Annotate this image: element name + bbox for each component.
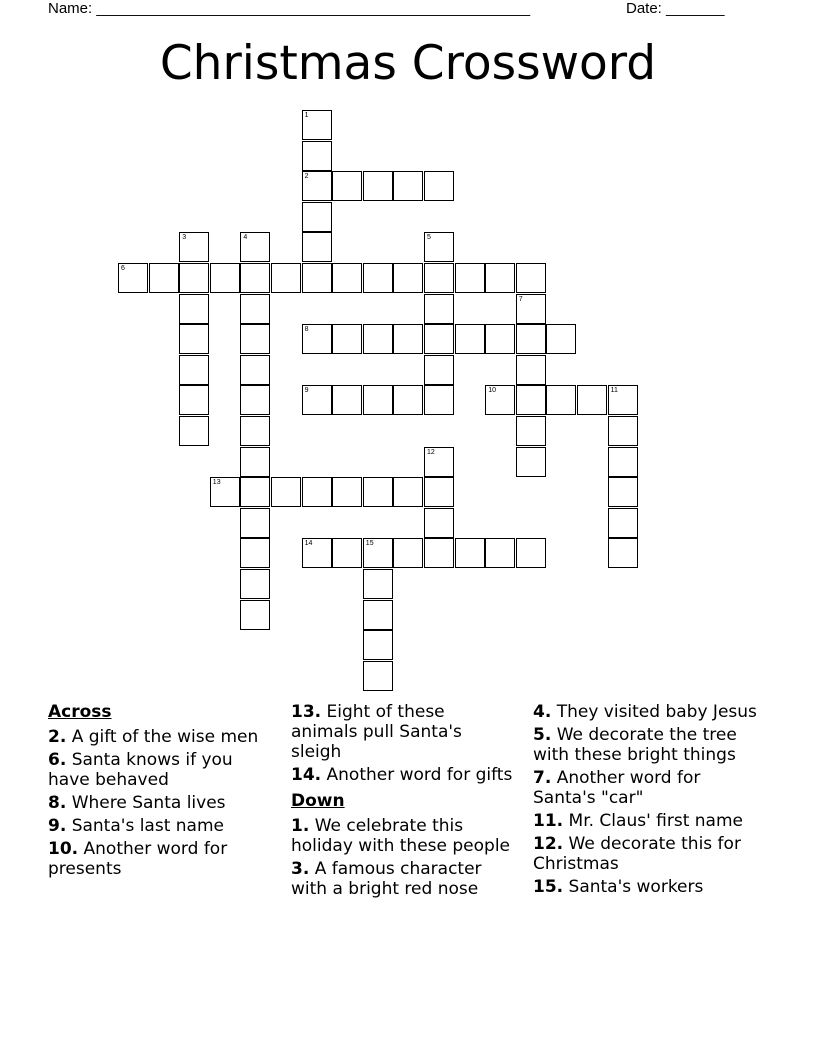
clues-column-3 [533,702,768,900]
clue-number: 11 [610,387,618,395]
grid-cell[interactable] [424,447,454,477]
clue-item [48,750,273,790]
clue-number-label: 6. [48,750,67,770]
page-title: Christmas Crossword [159,36,657,91]
grid-cell[interactable] [302,477,332,507]
clue-number-label: 4. [533,702,552,722]
grid-cell[interactable] [240,569,270,599]
clue-text: Another word for Santa's "car" [533,768,701,808]
grid-cell[interactable] [302,385,332,415]
clue-number: 8 [304,326,309,334]
grid-cell[interactable] [424,294,454,324]
grid-cell[interactable] [240,508,270,538]
name-field-label: Name: ____________________________________________________ [48,0,531,17]
grid-cell[interactable] [516,263,546,293]
grid-cell[interactable] [363,324,393,354]
clue-text: Another word for presents [48,839,228,879]
clue-item [533,702,768,722]
grid-cell[interactable] [516,538,546,568]
clue-item [48,839,273,879]
clue-number: 14 [304,540,313,548]
grid-cell[interactable] [424,232,454,262]
grid-cell[interactable] [302,538,332,568]
grid-cell[interactable] [424,263,454,293]
grid-cell[interactable] [240,416,270,446]
clue-text: Santa's workers [563,877,704,897]
grid-cell[interactable] [546,324,576,354]
grid-cell[interactable] [393,324,423,354]
grid-cell[interactable] [455,324,485,354]
grid-cell[interactable] [332,477,362,507]
grid-cell[interactable] [118,263,148,293]
grid-cell[interactable] [302,141,332,171]
grid-cell[interactable] [393,538,423,568]
grid-cell[interactable] [393,263,423,293]
grid-cell[interactable] [393,171,423,201]
grid-cell[interactable] [424,508,454,538]
clue-item [48,793,273,813]
clue-item [291,702,516,762]
clue-number: 6 [121,265,125,272]
clue-text: Mr. Claus' first name [563,811,743,831]
grid-cell[interactable] [424,171,454,201]
grid-cell[interactable] [577,385,607,415]
grid-cell[interactable] [424,477,454,507]
clue-text: Santa knows if you have behaved [48,750,233,790]
grid-cell[interactable] [332,538,362,568]
grid-cell[interactable] [363,661,393,691]
clue-text: We decorate this for Christmas [533,834,741,874]
across-clue-list-continued [291,702,516,785]
grid-cell[interactable] [179,416,209,446]
grid-cell[interactable] [302,202,332,232]
clue-number: 5 [427,234,431,242]
grid-cell[interactable] [240,355,270,385]
clue-text: A gift of the wise men [66,727,259,747]
grid-cell[interactable] [179,385,209,415]
grid-cell[interactable] [240,477,270,507]
grid-cell[interactable] [608,447,638,477]
grid-cell[interactable] [240,294,270,324]
clue-text: A famous character with a bright red nose [291,859,482,899]
grid-cell[interactable] [149,263,179,293]
grid-cell[interactable] [363,477,393,507]
clue-item [533,877,768,897]
clue-number: 4 [243,234,248,242]
grid-cell[interactable] [179,324,209,354]
grid-cell[interactable] [516,294,546,324]
across-heading: Across [48,702,112,722]
grid-cell[interactable] [608,477,638,507]
grid-cell[interactable] [240,232,270,262]
grid-cell[interactable] [271,263,301,293]
clue-item [291,765,516,785]
grid-cell[interactable] [271,477,301,507]
grid-cell[interactable] [485,538,515,568]
clue-item [48,727,273,747]
clue-number: 2 [304,173,309,181]
grid-cell[interactable] [240,385,270,415]
grid-cell[interactable] [332,324,362,354]
grid-cell[interactable] [179,263,209,293]
clue-item [291,859,516,899]
grid-cell[interactable] [393,477,423,507]
grid-cell[interactable] [363,600,393,630]
down-clue-list-continued [533,702,768,897]
clue-number-label: 1. [291,816,310,836]
grid-cell[interactable] [455,538,485,568]
grid-cell[interactable] [516,447,546,477]
clue-number-label: 8. [48,793,67,813]
grid-cell[interactable] [516,416,546,446]
clue-number-label: 5. [533,725,552,745]
clues-column-2 [291,702,516,902]
grid-cell[interactable] [240,324,270,354]
clue-number-label: 3. [291,859,310,879]
grid-cell[interactable] [363,171,393,201]
clue-text: Another word for gifts [321,765,513,785]
grid-cell[interactable] [240,538,270,568]
down-heading: Down [291,791,345,811]
clue-item [48,816,273,836]
clue-number: 13 [212,479,221,487]
down-clue-list [291,816,516,899]
grid-cell[interactable] [485,324,515,354]
grid-cell[interactable] [393,385,423,415]
across-clue-list [48,727,273,879]
clue-item [533,768,768,808]
grid-cell[interactable] [608,385,638,415]
grid-cell[interactable] [608,416,638,446]
grid-cell[interactable] [455,263,485,293]
grid-cell[interactable] [608,508,638,538]
clue-number-label: 2. [48,727,67,747]
grid-cell[interactable] [516,385,546,415]
grid-cell[interactable] [363,569,393,599]
grid-cell[interactable] [179,294,209,324]
clue-item [533,811,768,831]
clue-text: We decorate the tree with these bright things [533,725,737,765]
clue-text: Eight of these animals pull Santa's sleigh [291,702,462,762]
clue-number: 12 [427,448,435,456]
grid-cell[interactable] [302,110,332,140]
grid-cell[interactable] [424,355,454,385]
clue-number-label: 9. [48,816,67,836]
grid-cell[interactable] [363,630,393,660]
clue-number-label: 12. [533,834,564,854]
grid-cell[interactable] [302,324,332,354]
clue-number: 1 [304,112,309,119]
grid-cell[interactable] [516,355,546,385]
clue-item [533,725,768,765]
grid-cell[interactable] [332,385,362,415]
grid-cell[interactable] [240,447,270,477]
grid-cell[interactable] [240,600,270,630]
clue-number-label: 10. [48,839,79,859]
grid-cell[interactable] [179,355,209,385]
grid-cell[interactable] [485,263,515,293]
clue-number: 7 [518,295,523,303]
grid-cell[interactable] [363,263,393,293]
clue-text: They visited baby Jesus [551,702,757,722]
grid-cell[interactable] [332,263,362,293]
grid-cell[interactable] [608,538,638,568]
grid-cell[interactable] [332,171,362,201]
grid-cell[interactable] [210,477,240,507]
clue-text: We celebrate this holiday with these people [291,816,511,856]
clue-number: 9 [304,387,309,395]
grid-cell[interactable] [546,385,576,415]
grid-cell[interactable] [240,263,270,293]
grid-cell[interactable] [302,171,332,201]
clue-item [291,816,516,856]
grid-cell[interactable] [516,324,546,354]
clue-number-label: 11. [533,811,564,831]
grid-cell[interactable] [302,232,332,262]
clue-number-label: 15. [533,877,564,897]
clue-text: Santa's last name [66,816,224,836]
clue-number-label: 14. [291,765,322,785]
grid-cell[interactable] [424,385,454,415]
grid-cell[interactable] [363,385,393,415]
grid-cell[interactable] [302,263,332,293]
clue-text: Where Santa lives [66,793,226,813]
clue-number-label: 7. [533,768,552,788]
clue-number-label: 13. [291,702,322,722]
clue-number: 15 [365,540,374,548]
grid-cell[interactable] [424,324,454,354]
clue-item [533,834,768,874]
clue-number: 3 [182,234,187,242]
grid-cell[interactable] [210,263,240,293]
grid-cell[interactable] [179,232,209,262]
grid-cell[interactable] [424,538,454,568]
clues-column-1 [48,702,273,882]
date-field-label: Date: _______ [626,0,725,17]
grid-cell[interactable] [363,538,393,568]
clue-number: 10 [488,387,496,395]
grid-cell[interactable] [485,385,515,415]
